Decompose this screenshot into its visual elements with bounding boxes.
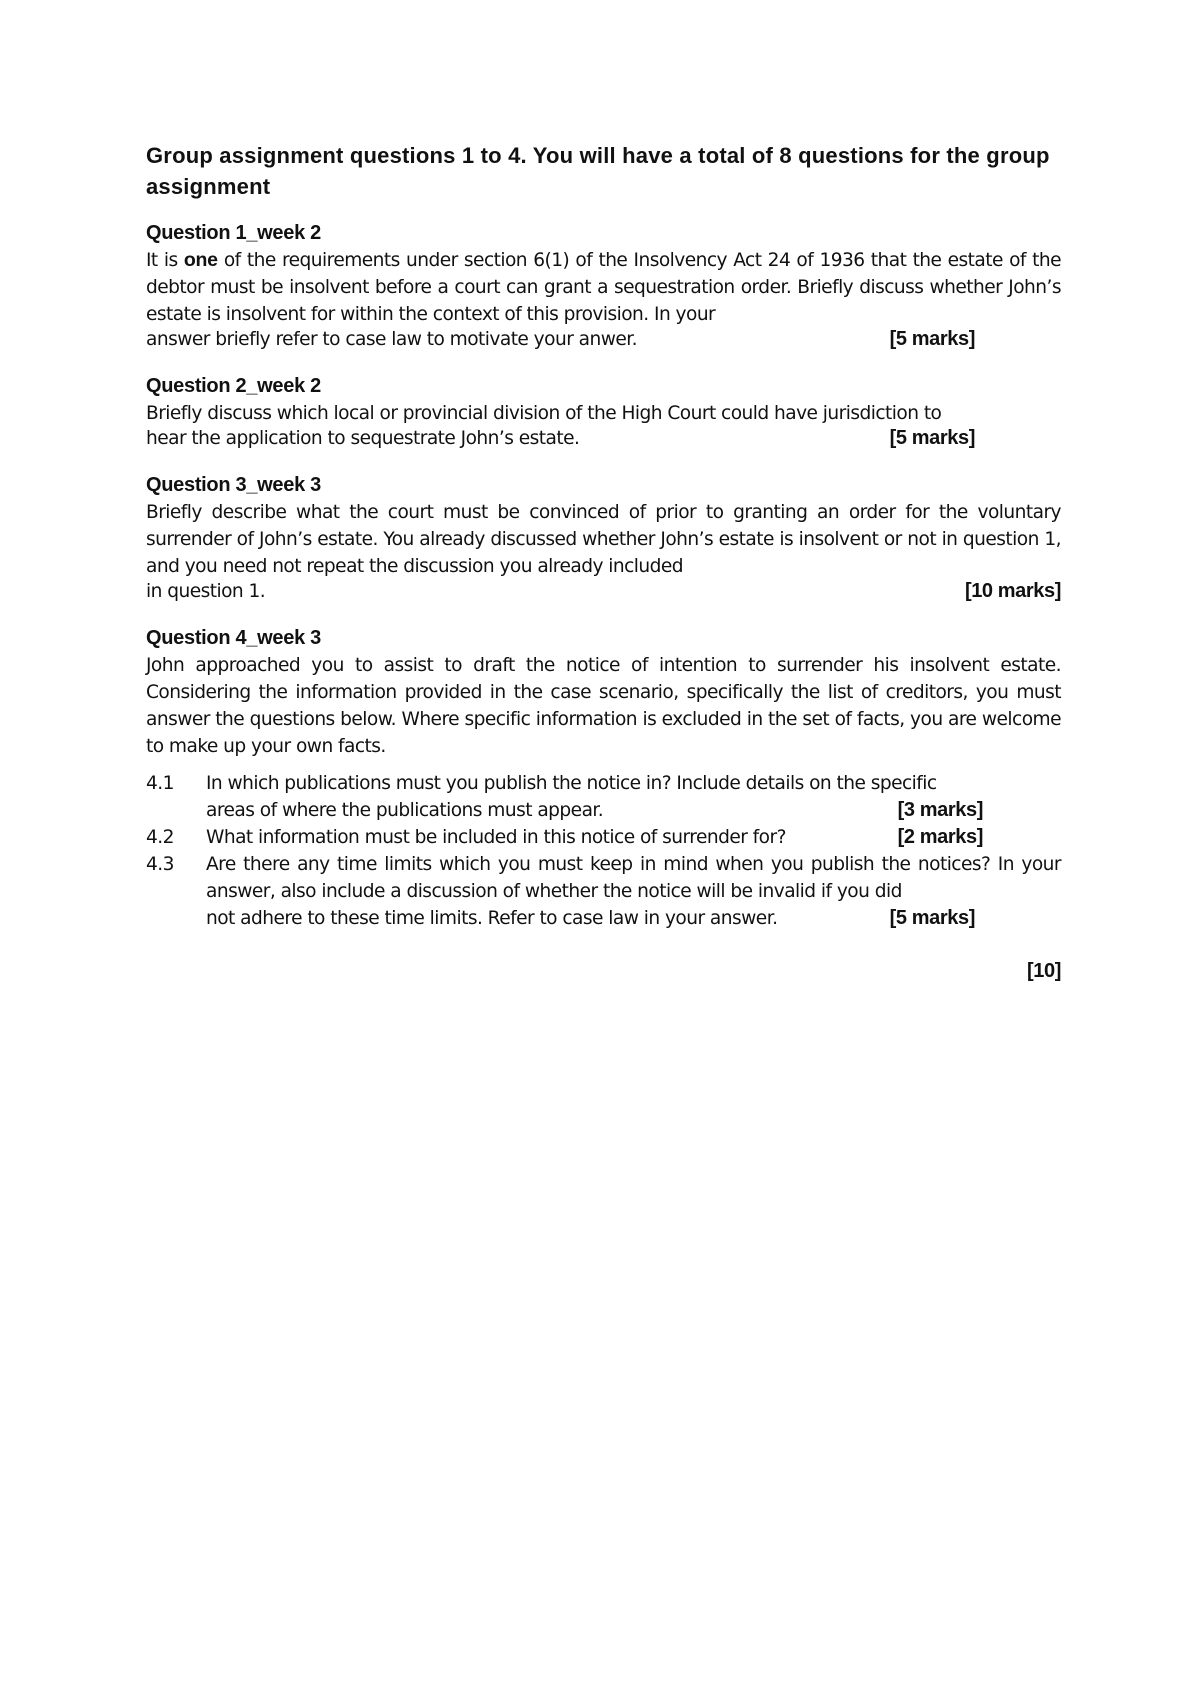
question-3-text: Briefly describe what the court must be convinced of prior to granting an order for the voluntary surrender of John’s estate. You already discussed whether John’s estate is insolvent or not in question 1, and you need not repeat the discussion you already included [146,502,1061,577]
subquestion-body [206,851,1061,932]
subquestion-tail: not adhere to these time limits. Refer to case law in your answer. [206,908,778,929]
subquestion-tail-line [206,797,1061,824]
question-2-text: Briefly discuss which local or provincial division of the High Court could have jurisdiction to [146,403,942,424]
question-3-title: Question 3_week 3 [146,474,321,496]
total-marks: [10] [1027,960,1061,982]
question-3-tail-line [146,580,1061,603]
subquestion-tail-line [206,824,1061,851]
subquestion-number: 4.3 [146,854,174,875]
subquestion-4-1 [146,770,1061,824]
subquestion-marks: [3 marks] [897,799,983,821]
question-1 [146,220,1061,351]
question-1-marks: [5 marks] [889,328,975,350]
document-page [146,140,1061,983]
subquestion-body [206,824,1061,851]
subquestion-number: 4.2 [146,827,174,848]
assignment-heading: Group assignment questions 1 to 4. You will have a total of 8 questions for the group assignment [146,143,1050,199]
question-3-marks: [10 marks] [964,580,1061,602]
question-4-text: John approached you to assist to draft the notice of intention to surrender his insolvent estate. Considering the information provided in the case scenario, specifically the list of creditors, you must answer the questions below. Where specific information is excluded in the set of facts, you are welcome to make up your own facts. [146,655,1061,757]
subquestion-4-2 [146,824,1061,851]
subquestion-text: In which publications must you publish the notice in? Include details on the specific [206,773,937,794]
question-2-title: Question 2_week 2 [146,375,321,397]
question-4-title: Question 4_week 3 [146,627,321,649]
question-1-tail: answer briefly refer to case law to motivate your anwer. [146,329,638,350]
question-1-text-a: It is [146,250,184,271]
subquestion-marks: [5 marks] [889,907,975,929]
question-1-title: Question 1_week 2 [146,222,321,244]
subquestion-tail-line [206,905,1061,932]
question-2-marks: [5 marks] [889,427,975,449]
subquestion-tail: What information must be included in this notice of surrender for? [206,827,786,848]
subquestion-marks: [2 marks] [897,826,983,848]
question-1-emphasis: one [183,249,218,271]
question-2-tail: hear the application to sequestrate John’s estate. [146,428,580,449]
question-3 [146,472,1061,603]
subquestion-4-3 [146,851,1061,932]
question-4-subquestions [146,770,1061,932]
question-1-text-b: of the requirements under section 6(1) of the Insolvency Act 24 of 1936 that the estate of the debtor must be insolvent before a court can grant a sequestration order. Briefly discuss whether John’s estate is insolvent for within the context of this provision. In your [146,250,1061,325]
question-2 [146,373,1061,450]
question-1-text [146,247,1061,328]
subquestion-number: 4.1 [146,773,174,794]
question-1-tail-line [146,328,1061,351]
subquestion-body [206,770,1061,824]
question-2-tail-line [146,427,1061,450]
question-3-tail: in question 1. [146,581,266,602]
subquestion-tail: areas of where the publications must appear. [206,800,604,821]
subquestion-text: Are there any time limits which you must keep in mind when you publish the notices? In your answer, also include a discussion of whether the notice will be invalid if you did [206,854,1061,902]
question-4 [146,625,1061,983]
